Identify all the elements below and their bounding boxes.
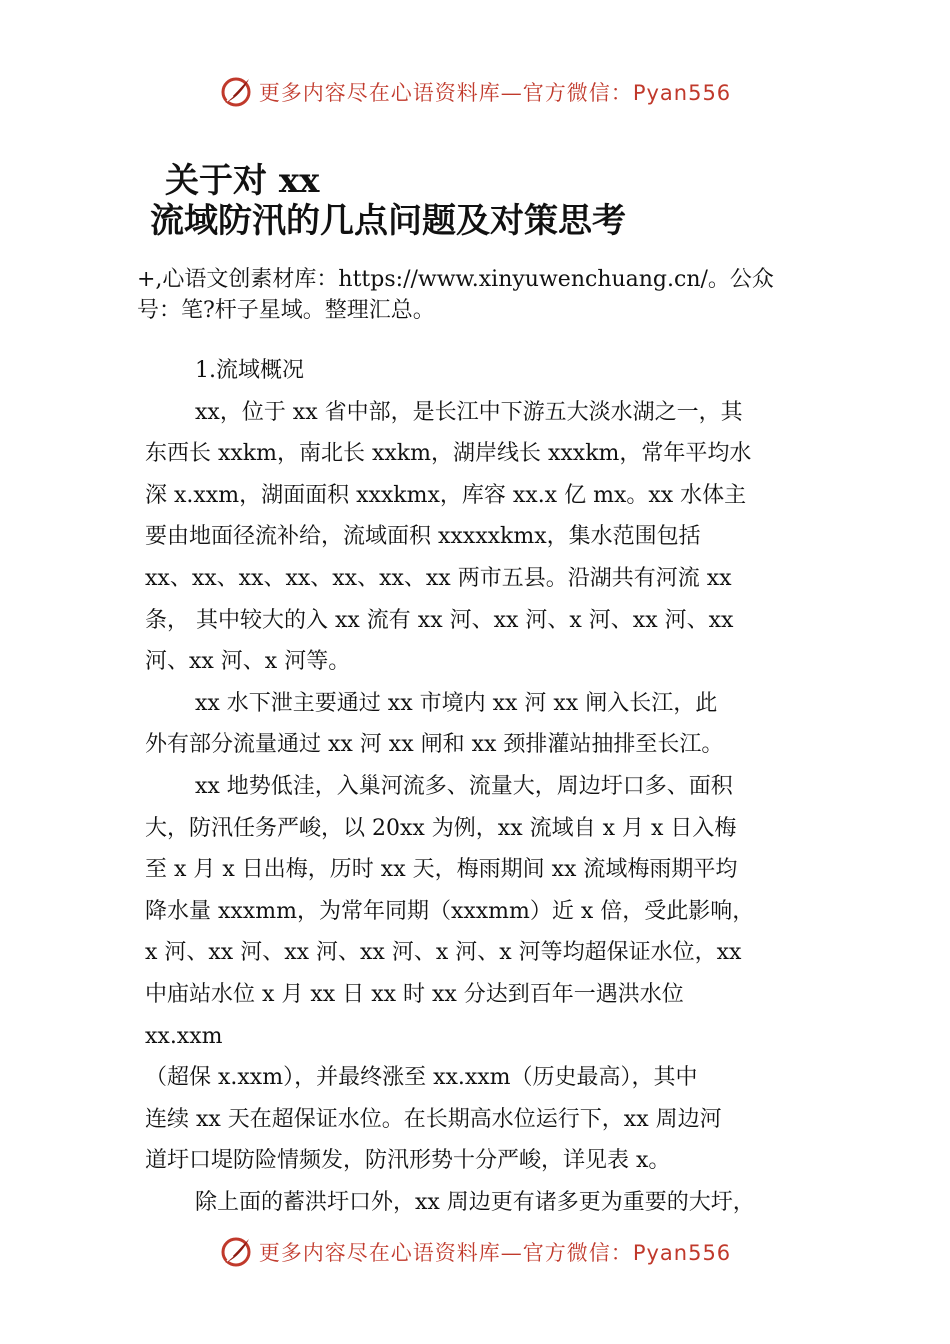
body-line: 大，防汛任务严峻，以 20xx 为例，xx 流域自 x 月 x 日入梅 [145, 815, 737, 841]
body-line: 河、xx 河、x 河等。 [145, 649, 351, 675]
wechat-id: Pyan556 [632, 1241, 732, 1265]
source-note-line: +,心语文创素材库：https://www.xinyuwenchuang.cn/。公众 [137, 267, 774, 292]
body-line: xx，位于 xx 省中部，是长江中下游五大淡水湖之一，其 [195, 399, 743, 425]
body-line: 降水量 xxxmm，为常年同期（xxxmm）近 x 倍，受此影响， [145, 898, 755, 924]
body-line: 至 x 月 x 日出梅，历时 xx 天，梅雨期间 xx 流域梅雨期平均 [145, 857, 738, 883]
wechat-id: Pyan556 [632, 81, 732, 105]
bottom-banner [0, 1232, 950, 1272]
body-line: 道圩口堤防险情频发，防汛形势十分严峻，详见表 x。 [145, 1148, 671, 1174]
body-line: 深 x.xxm，湖面面积 xxxkmx，库容 xx.x 亿 mx。xx 水体主 [145, 482, 747, 508]
source-note [137, 264, 837, 326]
document-title-line-2: 流域防汛的几点问题及对策思考 [150, 201, 626, 241]
body-line: 东西长 xxkm，南北长 xxkm，湖岸线长 xxxkm，常年平均水 [145, 441, 752, 467]
source-note-line: 号：笔?杆子星域。整理汇总。 [137, 298, 435, 323]
quill-logo-icon [219, 1235, 253, 1269]
section-heading: 1.流域概况 [195, 358, 304, 383]
body-line: xx 地势低洼，入巢河流多、流量大，周边圩口多、面积 [195, 773, 733, 799]
banner-text: 更多内容尽在心语资料库—官方微信：Pyan556 [258, 81, 732, 105]
body-line: xx 水下泄主要通过 xx 市境内 xx 河 xx 闸入长江，此 [195, 690, 718, 716]
body-line: x 河、xx 河、xx 河、xx 河、x 河、x 河等均超保证水位，xx [145, 940, 742, 966]
body-line: xx、xx、xx、xx、xx、xx、xx 两市五县。沿湖共有河流 xx [145, 565, 732, 591]
body-line: 中庙站水位 x 月 xx 日 xx 时 xx 分达到百年一遇洪水位 [145, 981, 684, 1007]
document-title-line-1: 关于对 xx [165, 161, 320, 201]
body-line: xx.xxm [145, 1023, 223, 1049]
banner-text: 更多内容尽在心语资料库—官方微信：Pyan556 [258, 1241, 732, 1265]
body-line: 外有部分流量通过 xx 河 xx 闸和 xx 颈排灌站抽排至长江。 [145, 732, 724, 758]
body-line: （超保 x.xxm），并最终涨至 xx.xxm（历史最高），其中 [145, 1065, 698, 1091]
body-line: 除上面的蓄洪圩口外，xx 周边更有诸多更为重要的大圩， [195, 1189, 755, 1215]
quill-logo-icon [219, 75, 253, 109]
top-banner [0, 72, 950, 112]
body-line: 连续 xx 天在超保证水位。在长期高水位运行下，xx 周边河 [145, 1106, 722, 1132]
document-body [145, 350, 835, 1223]
body-line: 要由地面径流补给，流域面积 xxxxxkmx，集水范围包括 [145, 524, 701, 550]
body-line: 条， 其中较大的入 xx 流有 xx 河、xx 河、x 河、xx 河、xx [145, 607, 734, 633]
